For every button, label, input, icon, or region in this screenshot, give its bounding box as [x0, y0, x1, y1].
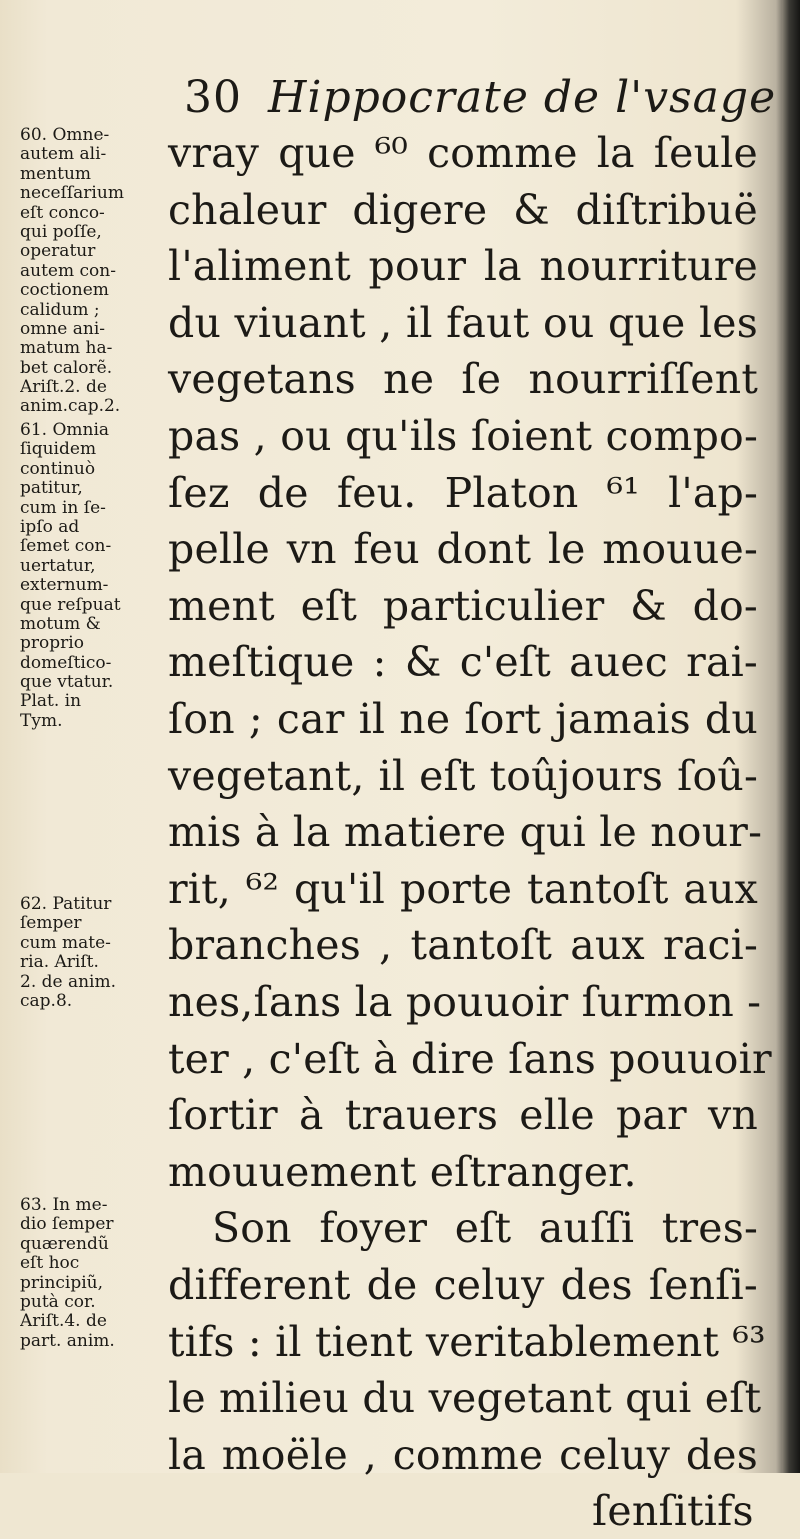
text-line: rit, ⁶² qu'il porte tantoſt aux [168, 864, 758, 913]
marginal-note-line: autem con- [20, 261, 116, 281]
text-line: ment eſt particulier & do- [168, 581, 758, 630]
marginal-note-line: proprio [20, 634, 84, 654]
marginal-note-line: 61. Omnia [20, 421, 110, 440]
marginal-note-line: Plat. in [20, 692, 82, 712]
marginal-note [20, 421, 160, 731]
marginal-note-line: qui poſſe, [20, 222, 102, 242]
marginal-note-line: eſt conco- [20, 203, 105, 223]
text-line: ter , c'eſt à dire ſans pouuoir [168, 1034, 772, 1083]
marginal-note-line: bet calorẽ. [20, 358, 113, 378]
marginal-note-line: Ariſt.4. de [20, 1312, 107, 1332]
marginal-note-line: que reſpuat [20, 595, 121, 615]
running-title: Hippocrate de l'vsage [268, 72, 777, 123]
text-line: le milieu du vegetant qui eſt [168, 1374, 762, 1423]
marginal-note-line: patitur, [20, 479, 83, 499]
marginal-note-line: dio ſemper [20, 1215, 114, 1235]
text-line: Son foyer eſt auſſi tres- [212, 1204, 758, 1253]
text-line: vegetans ne ſe nourriſſent [168, 355, 758, 404]
text-line: vegetant, il eſt toûjours ſoû- [168, 751, 758, 800]
marginal-note-line: part. anim. [20, 1331, 115, 1351]
text-line: pas , ou qu'ils ſoient compo- [168, 412, 758, 460]
marginal-note-line: ſiquidem [20, 440, 97, 460]
marginal-note-line: anim.cap.2. [20, 397, 121, 417]
marginal-note [20, 1196, 160, 1351]
marginal-note-line: domeſtico- [20, 653, 112, 673]
text-line: different de celuy des ſenſi- [168, 1261, 758, 1309]
text-line: l'aliment pour la nourriture [168, 242, 758, 291]
text-line: la moële , comme celuy des [168, 1430, 758, 1479]
text-line: ſon ; car il ne ſort jamais du [168, 695, 758, 743]
marginal-note-line: putà cor. [20, 1292, 96, 1312]
marginal-note-line: ſemper [20, 914, 82, 934]
marginal-note-line: Tym. [20, 711, 63, 731]
marginal-note-line: externum- [20, 576, 109, 596]
text-line: ſortir à trauers elle par vn [168, 1091, 758, 1140]
text-line: vray que ⁶⁰ comme la ſeule [168, 129, 758, 177]
text-line: branches , tantoſt aux raci- [168, 921, 758, 970]
text-line: ſez de feu. Platon ⁶¹ l'ap- [168, 468, 758, 517]
marginal-note-line: cum mate- [20, 933, 111, 953]
page-edge-shadow [782, 0, 800, 1473]
marginal-note-line: eſt hoc [20, 1254, 80, 1274]
marginal-note-line: motum & [20, 614, 101, 634]
text-line: chaleur digere & diſtribuë [168, 185, 758, 234]
text-line: mis à la matiere qui le nour- [168, 808, 763, 857]
marginal-note-line: ria. Ariſt. [20, 953, 99, 973]
text-line: nes,ſans la pouuoir ſurmon - [168, 978, 762, 1026]
marginal-note-line: principiũ, [20, 1273, 104, 1293]
text-line: mouuement eſtranger. [168, 1147, 637, 1196]
page-number: 30 [184, 72, 242, 123]
marginal-note-line: quærendũ [20, 1234, 109, 1254]
text-line: du viuant , il faut ou que les [168, 298, 758, 347]
marginal-note-line: 60. Omne- [20, 126, 110, 145]
marginal-note-line: omne ani- [20, 319, 106, 339]
marginal-note-line: cum in ſe- [20, 498, 106, 518]
marginal-note-line: 2. de anim. [20, 972, 117, 992]
marginal-note-line: operatur [20, 242, 96, 262]
marginal-note-line: 63. In me- [20, 1196, 108, 1215]
marginal-note-line: 62. Patitur [20, 895, 112, 914]
marginal-note-line: uertatur, [20, 556, 96, 576]
marginal-note-line: continuò [20, 459, 96, 479]
marginal-note-line: Ariſt.2. de [20, 378, 107, 398]
marginal-note [20, 895, 160, 1011]
marginal-note-line: matum ha- [20, 339, 113, 359]
marginal-note-line: que vtatur. [20, 673, 114, 693]
text-line: tifs : il tient veritablement ⁶³ [168, 1317, 766, 1366]
marginal-note-line: ſemet con- [20, 537, 112, 557]
marginal-note-line: autem ali- [20, 145, 107, 165]
marginal-note-line: cap.8. [20, 991, 73, 1011]
catchword: ſenſitifs [592, 1487, 754, 1536]
marginal-note [20, 126, 160, 417]
marginal-note-line: coctionem [20, 281, 109, 301]
marginal-note-line: neceſſarium [20, 184, 124, 204]
marginal-note-line: ipſo ad [20, 517, 80, 537]
page-header [184, 72, 777, 132]
marginal-note-line: mentum [20, 164, 92, 184]
text-line: meſtique : & c'eſt auec rai- [168, 638, 758, 687]
marginal-note-line: calidum ; [20, 300, 100, 320]
text-line: pelle vn feu dont le mouue- [168, 525, 758, 574]
